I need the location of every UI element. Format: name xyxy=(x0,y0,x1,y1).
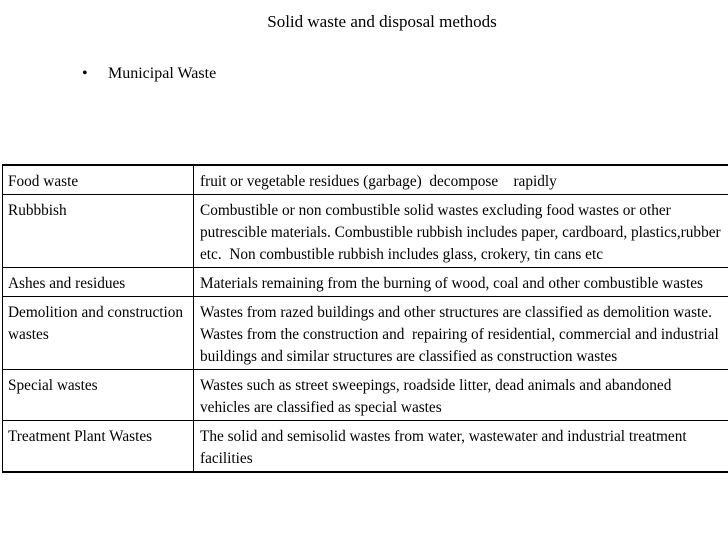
bullet-item-municipal-waste xyxy=(82,63,216,85)
description-cell: Wastes such as street sweepings, roadside litter, dead animals and abandoned vehicles are classified as special wastes xyxy=(194,370,728,421)
bullet-text: Municipal Waste xyxy=(108,65,217,82)
table-row xyxy=(3,421,728,473)
category-cell: Special wastes xyxy=(3,370,194,421)
category-cell: Food waste xyxy=(3,165,194,195)
description-cell: Combustible or non combustible solid wastes excluding food wastes or other putrescible materials. Combustible rubbish includes paper, cardboard, plastics,rubber etc. Non combustible rubbish includes glass, crokery, tin cans etc xyxy=(194,195,728,268)
waste-types-table xyxy=(2,164,728,473)
bullet-marker: • xyxy=(82,65,88,82)
table-row xyxy=(3,297,728,370)
page-title: Solid waste and disposal methods xyxy=(267,12,497,31)
description-cell: fruit or vegetable residues (garbage) decompose rapidly xyxy=(194,165,728,195)
table-row xyxy=(3,195,728,268)
category-cell: Ashes and residues xyxy=(3,268,194,297)
description-cell: Materials remaining from the burning of wood, coal and other combustible wastes xyxy=(194,268,728,297)
table-row xyxy=(3,165,728,195)
table-row xyxy=(3,370,728,421)
category-cell: Treatment Plant Wastes xyxy=(3,421,194,473)
category-cell: Demolition and construction wastes xyxy=(3,297,194,370)
description-cell: Wastes from razed buildings and other structures are classified as demolition waste. Wastes from the construction and repairing of residential, commercial and industrial buildings and similar structures are classified as construction wastes xyxy=(194,297,728,370)
table-row xyxy=(3,268,728,297)
category-cell: Rubbbish xyxy=(3,195,194,268)
description-cell: The solid and semisolid wastes from water, wastewater and industrial treatment facilities xyxy=(194,421,728,473)
